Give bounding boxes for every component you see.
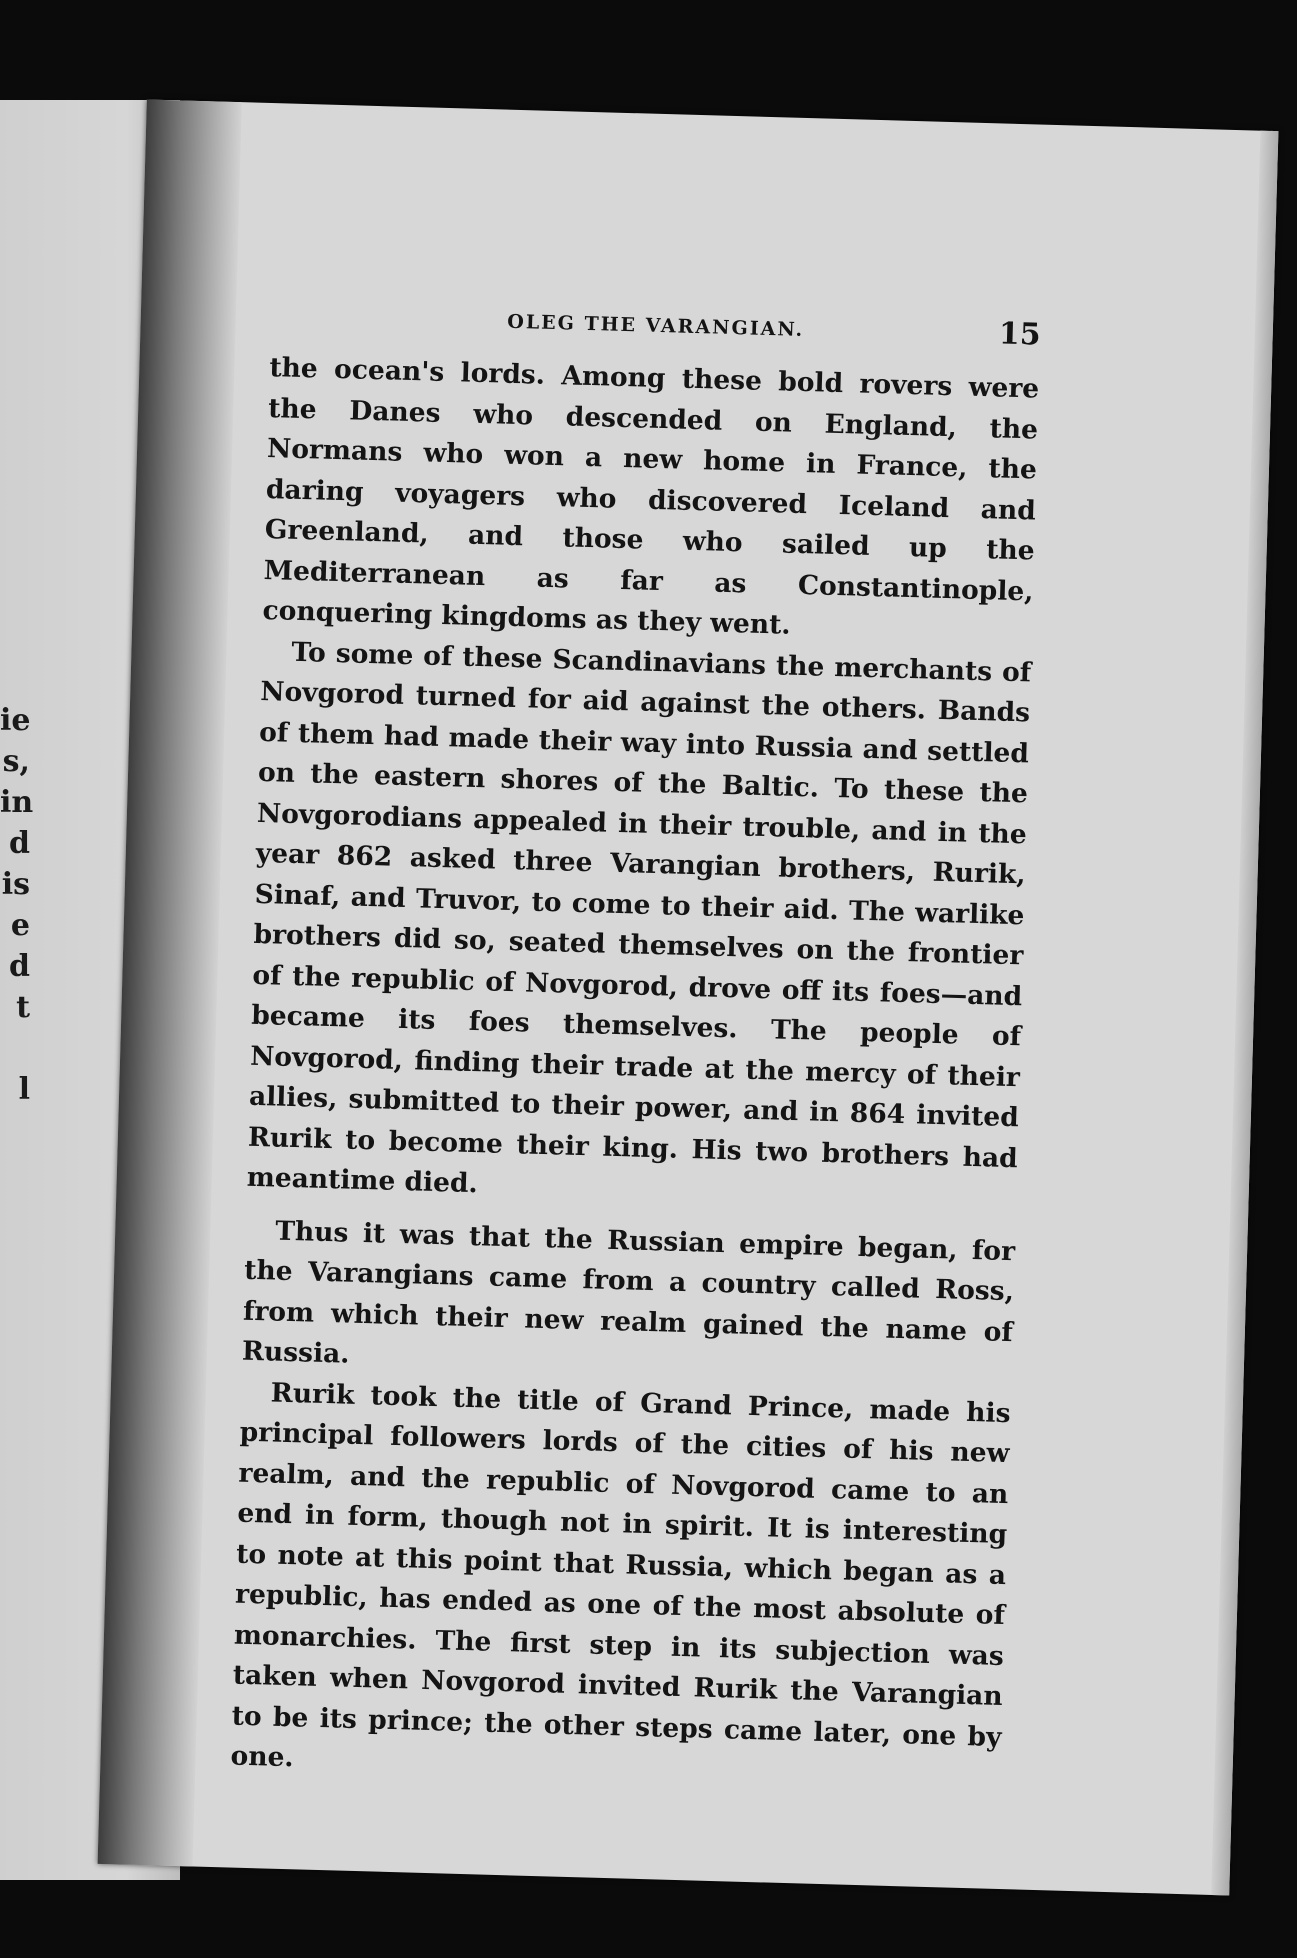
page-edge (1211, 131, 1278, 1896)
fragment-line: is (1, 867, 30, 902)
fragment-line: d (9, 949, 30, 984)
book-page (98, 100, 1279, 1896)
running-title: OLEG THE VARANGIAN. (507, 310, 805, 341)
fragment-line: d (9, 826, 30, 861)
fragment-line (0, 1028, 30, 1069)
page-number: 15 (998, 316, 1042, 353)
fragment-line: l (18, 1072, 30, 1107)
paragraph: Rurik took the title of Grand Prince, made his principal followers lords of the cities of his new realm, and the republic of Novgorod came to an end in form, though not in spirit. It is interesting to note at this point that Russia, which began as a republic, has ended as one of the most absolute of monarchies. The first step in its subjection was taken when Novgorod invited Rurik the Varangian to be its prince; the other steps came later, one by one. (230, 1377, 1011, 1774)
paragraph: the ocean's lords. Among these bold rovers were the Danes who descended on England, the Normans who won a new home in France, the daring voyagers who discovered Iceland and Greenland, and those who sailed up the Mediterranean as far as Constantinople, conquering kingdoms as they went. (262, 352, 1040, 641)
fragment-line: ie (0, 703, 31, 738)
page-text-block (230, 296, 1041, 1798)
fragment-line: in (0, 785, 34, 820)
paragraph: Thus it was that the Russian empire began, for the Varangians came from a country called Ross, from which their new realm gained the name of Russia. (241, 1215, 1016, 1370)
previous-page-text-fragments (0, 700, 34, 1110)
fragment-line: e (10, 908, 30, 943)
fragment-line: s, (2, 744, 30, 779)
paragraph: To some of these Scandinavians the merchants of Novgorod turned for aid against the others. Bands of them had made their way into Russia and settled on the eastern shores of the Baltic. To these the Novgorodians appealed in their trouble, and in the year 862 asked three Varangian brothers, Rurik, Sinaf, and Truvor, to come to their aid. The warlike brothers did so, seated themselves on the frontier of the republic of Novgorod, drove off its foes—and became its foes themselves. The people of Novgorod, finding their trade at the mercy of their allies, submitted to their power, and in 864 invited Rurik to become their king. His two brothers had meantime died. (246, 636, 1032, 1200)
fragment-line: t (16, 990, 30, 1025)
